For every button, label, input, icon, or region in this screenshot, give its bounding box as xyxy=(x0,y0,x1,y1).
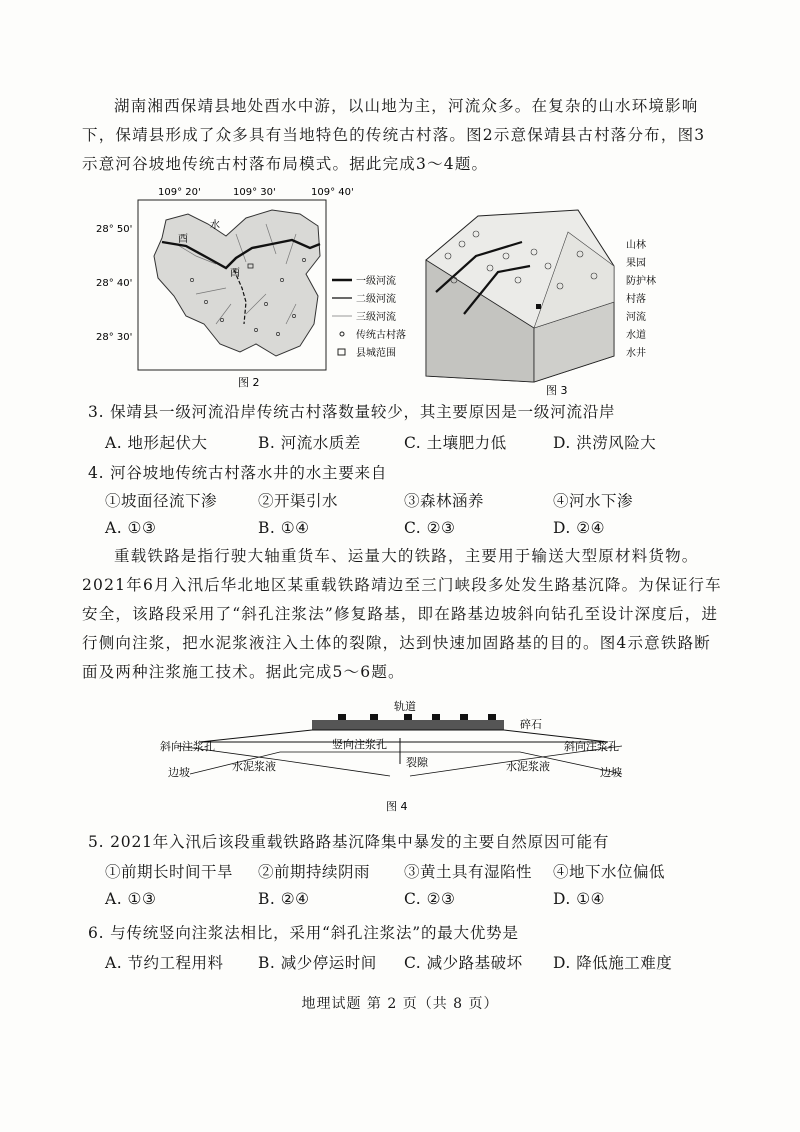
legend-label: 水道 xyxy=(626,330,646,341)
question-4-stem: 4. 河谷坡地传统古村落水井的水主要来自 xyxy=(88,464,388,482)
page-footer: 地理试题 第 2 页（共 8 页） xyxy=(301,996,499,1012)
lat-tick: 28° 40' xyxy=(96,278,133,289)
gravel-label: 碎石 xyxy=(520,718,542,731)
q3-option-b[interactable]: B. 河流水质差 xyxy=(258,434,361,452)
question-5-stem: 5. 2021年入汛后该段重载铁路路基沉降集中暴发的主要自然原因可能有 xyxy=(88,833,610,851)
q5-item-3: ③黄土具有湿陷性 xyxy=(404,863,533,881)
well-marker xyxy=(536,304,541,309)
left-hole-label: 斜向注浆孔 xyxy=(160,740,215,753)
right-slurry-label: 水泥浆液 xyxy=(506,760,550,773)
county-boundary xyxy=(154,210,320,356)
q4-option-b[interactable]: B. ①④ xyxy=(258,519,310,537)
q6-option-b[interactable]: B. 减少停运时间 xyxy=(258,954,377,972)
figure-2-map xyxy=(96,184,426,396)
legend-label: 一级河流 xyxy=(356,276,396,287)
figure-3-diagram xyxy=(418,206,712,398)
q6-option-c[interactable]: C. 减少路基破坏 xyxy=(404,954,523,972)
q4-option-d[interactable]: D. ②④ xyxy=(553,519,606,537)
q4-item-1: ①坡面径流下渗 xyxy=(105,492,218,510)
left-slurry-label: 水泥浆液 xyxy=(232,760,276,773)
q5-option-a[interactable]: A. ①③ xyxy=(105,890,157,908)
lon-tick: 109° 30' xyxy=(233,187,276,198)
legend-label: 防护林 xyxy=(626,276,656,287)
lon-tick: 109° 40' xyxy=(311,187,354,198)
q4-option-a[interactable]: A. ①③ xyxy=(105,519,157,537)
vertical-hole-label: 竖向注浆孔 xyxy=(332,738,387,751)
lat-tick: 28° 30' xyxy=(96,332,133,343)
q5-option-c[interactable]: C. ②③ xyxy=(404,890,456,908)
figure-4-diagram xyxy=(160,698,640,818)
question-3-stem: 3. 保靖县一级河流沿岸传统古村落数量较少，其主要原因是一级河流沿岸 xyxy=(88,403,616,421)
q5-option-b[interactable]: B. ②④ xyxy=(258,890,310,908)
legend-label: 县城范围 xyxy=(356,348,396,359)
gravel-layer xyxy=(312,720,504,730)
q5-option-d[interactable]: D. ①④ xyxy=(553,890,606,908)
legend-label: 村落 xyxy=(626,294,646,305)
q4-option-c[interactable]: C. ②③ xyxy=(404,519,456,537)
rail-ties xyxy=(338,714,496,720)
q4-item-4: ④河水下渗 xyxy=(553,492,634,510)
lon-tick: 109° 20' xyxy=(158,187,201,198)
legend-label: 水井 xyxy=(626,348,646,359)
legend-label: 二级河流 xyxy=(356,294,396,305)
legend-label: 河流 xyxy=(626,312,646,323)
river-label: 酉 xyxy=(230,268,240,279)
legend-label: 传统古村落 xyxy=(356,330,406,341)
passage-1: 湖南湘西保靖县地处酉水中游，以山地为主，河流众多。在复杂的山水环境影响下，保靖县形成了众多具有当地特色的传统古村落。图2示意保靖县古村落分布，图3示意河谷坡地传统古村落布局模式。据此完成3～4题。 xyxy=(82,97,706,173)
q4-item-2: ②开渠引水 xyxy=(258,492,339,510)
crack-label: 裂隙 xyxy=(406,756,428,769)
left-slope-label: 边坡 xyxy=(168,766,190,779)
track-label: 轨道 xyxy=(394,700,416,713)
legend-label: 山林 xyxy=(626,240,646,251)
legend-label: 果园 xyxy=(626,258,646,269)
figure-caption: 图 3 xyxy=(546,384,568,397)
question-6-stem: 6. 与传统竖向注浆法相比，采用“斜孔注浆法”的最大优势是 xyxy=(88,924,519,942)
figure-caption: 图 4 xyxy=(386,800,408,813)
lat-tick: 28° 50' xyxy=(96,224,133,235)
river-label: 水 xyxy=(210,220,220,231)
q6-option-d[interactable]: D. 降低施工难度 xyxy=(553,954,673,972)
q5-item-2: ②前期持续阴雨 xyxy=(258,863,371,881)
right-hole-label: 斜向注浆孔 xyxy=(564,740,619,753)
q3-option-c[interactable]: C. 土壤肥力低 xyxy=(404,434,507,452)
figure-caption: 图 2 xyxy=(238,376,260,389)
passage-2: 重载铁路是指行驶大轴重货车、运量大的铁路，主要用于输送大型原材料货物。2021年6月入汛后华北地区某重载铁路靖边至三门峡段多处发生路基沉降。为保证行车安全，该路段采用了“斜孔注浆法”修复路基，即在路基边坡斜向钻孔至设计深度后，进行侧向注浆，把水泥浆液注入土体的裂隙，达到快速加固路基的目的。图4示意铁路断面及两种注浆施工技术。据此完成5～6题。 xyxy=(82,547,722,681)
legend-label: 三级河流 xyxy=(356,312,396,323)
q6-option-a[interactable]: A. 节约工程用料 xyxy=(105,954,224,972)
q5-item-4: ④地下水位偏低 xyxy=(553,863,666,881)
q4-item-3: ③森林涵养 xyxy=(404,492,485,510)
right-slope-label: 边坡 xyxy=(600,766,622,779)
q3-option-d[interactable]: D. 洪涝风险大 xyxy=(553,434,657,452)
q5-item-1: ①前期长时间干旱 xyxy=(105,863,234,881)
river-label: 酉 xyxy=(178,234,188,245)
q3-option-a[interactable]: A. 地形起伏大 xyxy=(105,434,208,452)
